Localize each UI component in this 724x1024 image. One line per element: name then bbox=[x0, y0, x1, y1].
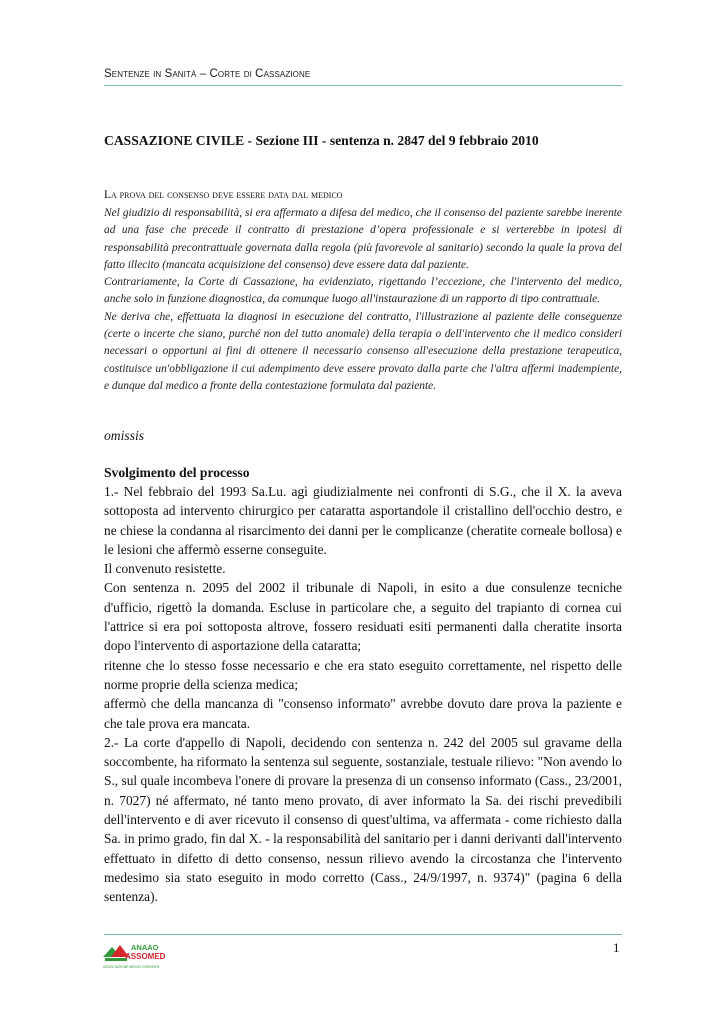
summary-paragraph: Nel giudizio di responsabilità, si era affermato a difesa del medico, che il consenso del paziente sarebbe inerente ad una fase che precede il contratto di prestazione d’opera professionale e si verterebbe in ipotesi di responsabilità precontrattuale governata dalla regola (più favorevole al sanitario) secondo la quale la prova del fatto illecito (mancata acquisizione del consenso) deve essere data dal paziente. bbox=[104, 207, 622, 271]
summary-paragraph: Ne deriva che, effettuata la diagnosi in esecuzione del contratto, l'illustrazione al paziente delle conseguenze (certe o incerte che siano, purché non del tutto anomale) della terapia o dell'intervento che il medico consideri necessari o opportuni ai fini di ottenere il necessario consenso all'esecuzione della prestazione terapeutica, costituisce un'obbligazione il cui adempimento deve essere provato dalla parte che l'altra affermi inadempiente, e dunque dal medico a fronte della contestazione formulata dal paziente. bbox=[104, 310, 622, 392]
logo-tagline: ASSOCIAZIONE MEDICI DIRIGENTI bbox=[103, 965, 160, 969]
omissis-note: omissis bbox=[104, 428, 145, 443]
body-paragraph: 1.- Nel febbraio del 1993 Sa.Lu. agì giudizialmente nei confronti di S.G., che il X. la aveva sottoposta ad intervento chirurgico per cataratta asportandole il cristallino dell'occhio destro, e ne chiese la condanna al risarcimento dei danni per le complicanze (cheratite corneale bollosa) e le lesioni che affermò esserne conseguite. bbox=[104, 484, 622, 557]
logo-text-anaao: ANAAO bbox=[131, 943, 159, 952]
logo-text-assomed: ASSOMED bbox=[125, 952, 166, 961]
summary-paragraph: Contrariamente, la Corte di Cassazione, ha evidenziato, rigettando l’eccezione, che l'intervento del medico, anche solo in funzione diagnostica, da comunque luogo all'instaurazione di un rapporto di tipo contrattuale. bbox=[104, 276, 622, 306]
anaao-assomed-logo bbox=[103, 941, 183, 971]
document-title: CASSAZIONE CIVILE - Sezione III - sentenza n. 2847 del 9 febbraio 2010 bbox=[104, 133, 539, 148]
summary-heading: La prova del consenso deve essere data dal medico bbox=[104, 189, 343, 201]
body-paragraph: 2.- La corte d'appello di Napoli, decidendo con sentenza n. 242 del 2005 sul gravame della soccombente, ha riformato la sentenza sul seguente, sostanziale, testuale rilievo: "Non avendo lo S., sul quale incombeva l'onere di provare la presenza di un consenso informato (Cass., 23/2001, n. 7027) né affermato, né tanto meno provato, di aver informato la Sa. dei rischi prevedibili dell'intervento e di aver ricevuto il consenso di quest'ultima, va affermata - come richiesto dalla Sa. in primo grado, fin dal X. - la responsabilità del sanitario per i danni derivanti dall'intervento effettuato in difetto di detto consenso, nessun rilievo avendo la circostanza che l'intervento medesimo sia stato eseguito in modo corretto (Cass., 24/9/1997, n. 9374)" (pagina 6 della sentenza). bbox=[104, 734, 622, 905]
footer-divider bbox=[104, 934, 622, 935]
body-paragraph: affermò che della mancanza di "consenso informato" avrebbe dovuto dare prova la paziente e che tale prova era mancata. bbox=[104, 696, 622, 731]
body-paragraph: ritenne che lo stesso fosse necessario e che era stato eseguito correttamente, nel rispetto delle norme proprie della scienza medica; bbox=[104, 657, 622, 692]
running-header: Sentenze in Sanità – Corte di Cassazione bbox=[104, 68, 311, 80]
body-paragraph: Il convenuto resistette. bbox=[104, 561, 226, 577]
body-text bbox=[104, 482, 622, 907]
section-heading: Svolgimento del processo bbox=[104, 465, 250, 480]
header-divider bbox=[104, 85, 622, 86]
summary-block bbox=[104, 205, 622, 395]
logo-base bbox=[105, 958, 127, 961]
body-paragraph: Con sentenza n. 2095 del 2002 il tribunale di Napoli, in esito a due consulenze tecniche d'ufficio, rigettò la domanda. Escluse in particolare che, a seguito del trapianto di cornea cui l'attrice si era poi sottoposta altrove, fossero residuati esiti permanenti dalla cheratite insorta dopo l'intervento di asportazione della cataratta; bbox=[104, 580, 622, 654]
page-number: 1 bbox=[613, 940, 620, 955]
